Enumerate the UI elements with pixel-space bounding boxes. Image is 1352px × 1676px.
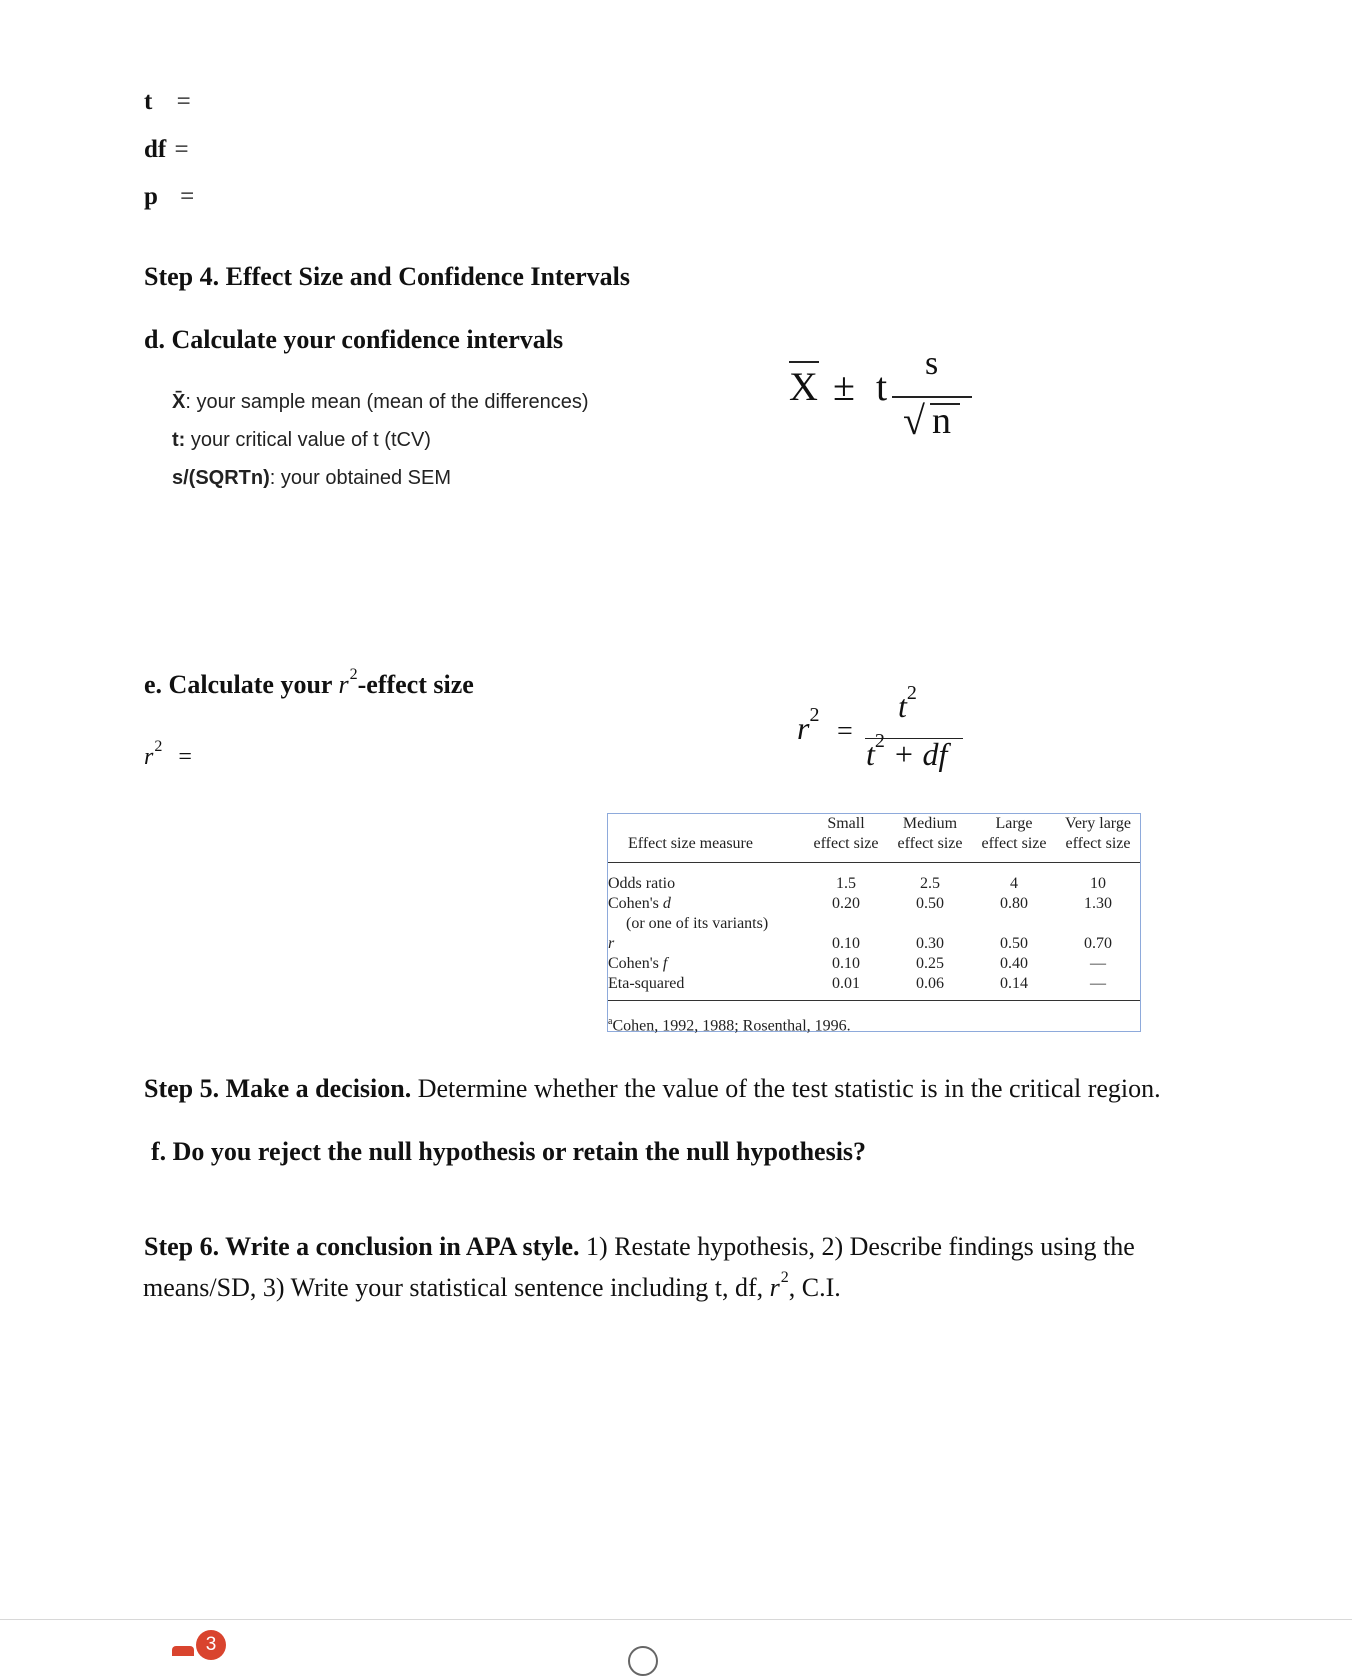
header-large — [972, 814, 1056, 854]
comment-count-badge[interactable]: 3 — [196, 1630, 226, 1660]
table-cell: 0.06 — [916, 975, 944, 992]
r2-formula-equals: = — [837, 716, 853, 747]
table-cell: 0.10 — [832, 955, 860, 972]
table-cell: 0.25 — [916, 955, 944, 972]
r2-result-line — [144, 738, 192, 771]
decision-question: f. Do you reject the null hypothesis or retain the null hypothesis? — [151, 1137, 867, 1166]
sqrt-sign-icon: √ — [903, 398, 925, 443]
table-cell: 10 — [1090, 875, 1106, 892]
step4-title: Step 4. Effect Size and Confidence Intervals — [144, 262, 631, 291]
table-cell: 0.40 — [1000, 955, 1028, 972]
table-footnote — [608, 1012, 851, 1036]
def-text: your critical value of t (tCV) — [185, 429, 431, 451]
t-label: t — [144, 88, 153, 115]
def-critical-value — [172, 429, 431, 452]
header-line1: Very large — [1065, 815, 1131, 832]
t-equals: = — [176, 88, 191, 115]
table-cell: 4 — [1010, 875, 1018, 892]
t-symbol: t — [876, 364, 888, 409]
r2-formula-num: t — [898, 688, 907, 724]
r2-formula-den-t: t — [866, 736, 875, 772]
step6-text1: 1) Restate hypothesis, 2) Describe findings using the — [579, 1232, 1135, 1261]
row-measure: Cohen's d — [608, 895, 671, 912]
df-equals: = — [174, 136, 189, 163]
xbar-symbol: X — [789, 364, 818, 409]
table-cell: 0.10 — [832, 935, 860, 952]
r2-formula-den-sup: 2 — [874, 730, 885, 753]
step6-text2-post: , C.I. — [788, 1273, 841, 1302]
t-result-line — [144, 88, 191, 116]
table-header-rule — [608, 862, 1140, 863]
ci-formula — [785, 345, 975, 475]
p-label: p — [144, 183, 158, 210]
df-result-line — [144, 136, 189, 164]
step5-text: Determine whether the value of the test statistic is in the critical region. — [411, 1074, 1161, 1103]
step6-text2-var: r — [769, 1273, 780, 1302]
r2-formula-num-sup: 2 — [906, 682, 917, 705]
table-cell: 0.20 — [832, 895, 860, 912]
header-line1: Large — [995, 815, 1033, 832]
effect-size-table — [607, 813, 1141, 1035]
def-term: t: — [172, 429, 186, 451]
r2-formula — [795, 682, 975, 790]
effect-size-section-title — [144, 666, 474, 700]
step6-line1 — [144, 1232, 1135, 1262]
def-sample-mean — [172, 391, 589, 414]
table-cell: 0.14 — [1000, 975, 1028, 992]
def-text: : your sample mean (mean of the differences) — [185, 391, 589, 413]
n-denominator: n — [932, 400, 951, 442]
table-cell: — — [1090, 975, 1106, 992]
row-measure-note: (or one of its variants) — [626, 915, 769, 932]
step6-text2-sup: 2 — [780, 1269, 789, 1287]
r2-equals: = — [178, 744, 192, 770]
header-line1: Small — [827, 815, 865, 832]
def-term: X̄ — [172, 391, 186, 413]
row-measure: Eta-squared — [608, 975, 685, 992]
table-bottom-rule — [608, 1000, 1140, 1001]
def-text: : your obtained SEM — [269, 467, 451, 489]
table-cell: 0.70 — [1084, 935, 1112, 952]
p-result-line — [144, 183, 194, 211]
table-cell: 0.80 — [1000, 895, 1028, 912]
header-small — [804, 814, 888, 854]
footer-circle-icon[interactable] — [628, 1646, 658, 1676]
step6-text2-pre: means/SD, 3) Write your statistical sentence including t, df, — [143, 1273, 770, 1302]
table-cell: 0.30 — [916, 935, 944, 952]
effect-size-title-sup: 2 — [349, 666, 358, 684]
ci-section-title: d. Calculate your confidence intervals — [144, 325, 564, 354]
table-cell: 1.30 — [1084, 895, 1112, 912]
header-medium — [888, 814, 972, 854]
row-measure: r — [608, 935, 615, 952]
def-sem — [172, 467, 451, 490]
header-line2: effect size — [1065, 835, 1131, 852]
page-footer-divider — [0, 1619, 1352, 1620]
effect-size-title-pre: e. Calculate your — [144, 670, 339, 699]
step5-line — [144, 1074, 1161, 1104]
table-cell: 0.50 — [916, 895, 944, 912]
table-cell: 0.50 — [1000, 935, 1028, 952]
step5-title: Step 5. Make a decision. — [144, 1074, 412, 1103]
r2-formula-lhs-sup: 2 — [809, 704, 820, 727]
table-cell: 2.5 — [920, 875, 940, 892]
header-very-large — [1056, 814, 1140, 854]
plus-minus: ± — [833, 364, 855, 409]
header-line1: Medium — [902, 815, 958, 832]
step6-title: Step 6. Write a conclusion in APA style. — [144, 1232, 580, 1261]
header-line2: effect size — [813, 835, 879, 852]
table-cell: — — [1090, 955, 1106, 972]
df-label: df — [144, 136, 167, 163]
effect-size-title-post: -effect size — [357, 670, 474, 699]
p-equals: = — [180, 183, 195, 210]
row-measure: Cohen's f — [608, 955, 668, 972]
footnote-mark: a — [608, 1016, 613, 1027]
header-line2: effect size — [981, 835, 1047, 852]
header-line2: effect size — [897, 835, 963, 852]
r2-label: r — [144, 744, 154, 770]
effect-size-title-var: r — [338, 670, 349, 699]
table-cell: 1.5 — [836, 875, 856, 892]
r2-formula-den-rest: + df — [884, 736, 948, 772]
r2-formula-lhs: r — [797, 710, 810, 746]
r2-label-sup: 2 — [154, 738, 163, 755]
def-term: s/(SQRTn) — [172, 467, 270, 489]
row-measure: Odds ratio — [608, 875, 676, 892]
table-cell: 0.01 — [832, 975, 860, 992]
footnote-text: Cohen, 1992, 1988; Rosenthal, 1996. — [612, 1017, 851, 1035]
s-numerator: s — [925, 345, 939, 382]
step6-line2 — [143, 1269, 841, 1303]
header-measure: Effect size measure — [628, 835, 753, 852]
